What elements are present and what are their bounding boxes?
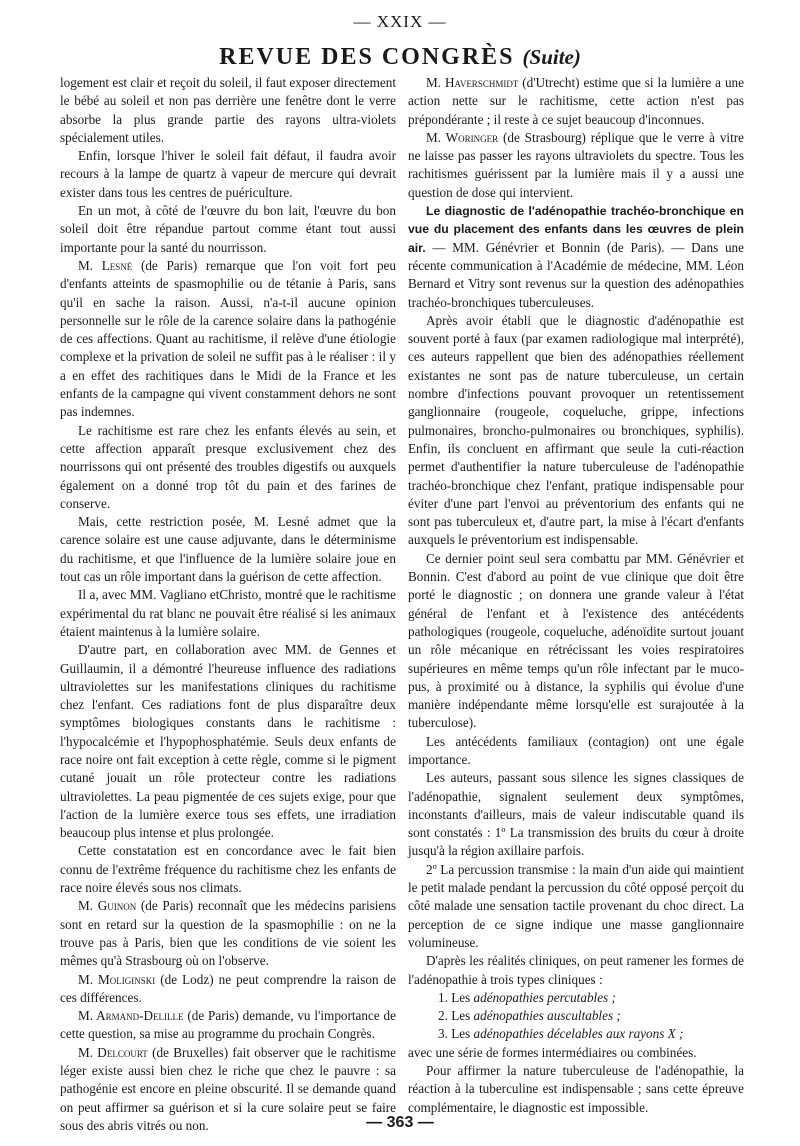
section-title: REVUE DES CONGRÈS	[219, 44, 515, 70]
list-item-text: adénopathies percutables ;	[473, 989, 616, 1005]
speaker-name: M. Moliginski	[78, 971, 156, 987]
paragraph	[60, 897, 396, 970]
list-prefix: 3. Les	[438, 1026, 474, 1042]
paragraph-text: (de Strasbourg) réplique que le verre à vitre ne laisse pas passer les rayons ultraviolets du spectre. Tous les rachitismes guérissent par la lumière mais il y a aussi une question de dose qui intervient.	[408, 129, 744, 200]
paragraph-text: (de Lodz) ne peut comprendre la raison de ces différences.	[60, 971, 396, 1005]
paragraph	[408, 1062, 744, 1117]
paragraph	[408, 733, 744, 770]
paragraph-text: (de Paris) demande, vu l'importance de cette question, sa mise au programme du prochain Congrès.	[60, 1008, 396, 1042]
paragraph-text: D'autre part, en collaboration avec MM. de Gennes et Guillaumin, il a démontré l'heureuse influence des radiations ultraviolettes sur les manifestations cliniques du rachitisme chez l'enfant. Ces radiations font de plus disparaître deux symptômes biologiques constants dans le rachitisme : l'hypocalcémie et l'hypophosphatémie. Seuls deux enfants de race noire ont fait exception à cette règle, comme si le pigment cutané jouait un rôle protecteur contre les radiations ultraviolettes. La peau pigmentée de ces sujets exige, pour que l'action de la lumière exerce tous ses effets, une irradiation beaucoup plus intense et plus prolongée.	[60, 642, 396, 841]
paragraph-text: Mais, cette restriction posée, M. Lesné admet que la carence solaire est une cause adjuvante, dans le déterminisme du rachitisme, et que l'influence de la lumière solaire joue en tout cas un rôle important dans la guérison de cette affection.	[60, 514, 396, 585]
section-heading	[0, 44, 800, 71]
paragraph-text: Les antécédents familiaux (contagion) ont une égale importance.	[408, 733, 744, 767]
paragraph-text: Pour affirmer la nature tuberculeuse de l'adénopathie, la réaction à la tuberculine est indispensable ; sans cette épreuve complémentaire, le diagnostic est impossible.	[408, 1063, 744, 1115]
paragraph	[408, 861, 744, 952]
paragraph	[60, 842, 396, 897]
speaker-name: M. Delcourt	[78, 1044, 148, 1060]
speaker-name: M. Armand-Delille	[78, 1008, 184, 1024]
paragraph	[60, 422, 396, 513]
list-prefix: 1. Les	[438, 989, 474, 1005]
paragraph	[408, 1044, 744, 1062]
paragraph-text: En un mot, à côté de l'œuvre du bon lait, l'œuvre du bon soleil doit être répandue partout comme étant tout aussi importante pour la santé du nourrisson.	[60, 203, 396, 255]
paragraph-text: (de Bruxelles) fait observer que le rachitisme léger existe aussi bien chez le riche que chez le pauvre : sa pathogénie est encore en pleine obscurité. Il se demande quand on peut affirmer sa guérison et si la cure solaire peut se faire sous des abris vitrés ou non.	[60, 1044, 396, 1133]
paragraph	[60, 202, 396, 257]
list-item-text: adénopathies auscultables ;	[473, 1008, 621, 1024]
paragraph	[60, 586, 396, 641]
paragraph	[408, 202, 744, 312]
paragraph-text: Les auteurs, passant sous silence les signes classiques de l'adénopathie, signalent seulement deux symptômes, inconstants d'ailleurs, mais de valeur indiscutable quand ils sont constatés : 1º La transmission des bruits du cœur à droite jusqu'à la région axillaire parfois.	[408, 770, 744, 859]
paragraph	[60, 513, 396, 586]
paragraph	[408, 769, 744, 860]
section-suffix: (Suite)	[522, 45, 581, 69]
page-number: — 363 —	[366, 1114, 434, 1131]
paragraph	[408, 989, 744, 1007]
speaker-name: M. Lesné	[78, 257, 133, 273]
paragraph-text: Cette constatation est en concordance avec le fait bien connu de l'extrême fréquence du rachitisme chez les enfants de race noire élevés sous nos climats.	[60, 843, 396, 896]
paragraph-text: logement est clair et reçoit du soleil, il faut exposer directement le bébé au soleil et non pas derrière une fenêtre dont le verre absorbe la plus grande partie des rayons ultra-violets spécialement utiles.	[60, 75, 396, 145]
roman-page-number: — XXIX —	[353, 12, 447, 31]
article-title: Le diagnostic de l'adénopathie trachéo-bronchique en vue du placement des enfants dans les œuvres de plein air.	[408, 204, 744, 255]
right-column	[408, 74, 744, 1117]
speaker-name: M. Haverschmidt	[426, 75, 519, 90]
list-item-text: adénopathies décelables aux rayons X ;	[473, 1026, 684, 1042]
paragraph	[60, 641, 396, 842]
paragraph	[408, 74, 744, 129]
paragraph-text: Après avoir établi que le diagnostic d'adénopathie est souvent porté à faux (par examen radiologique mal interprété), ces auteurs rappellent que bien des adénopathies réellement existantes ne sont pas de nature tuberculeuse, un certain nombre d'infections pouvant provoquer un retentissement ganglionnaire (rougeole, coqueluche, grippe, infections pulmonaires, broncho-pulmonaires ou bronchiques, syphilis). Enfin, ils concluent en affirmant que seule la cuti-réaction permet d'authentifier la nature tuberculeuse de l'adénopathie trachéo-bronchique chez l'enfant, pratique indispensable pour éviter d'une part l'envoi au préventorium des enfants qui ne sont pas tuberculeux et, d'autre part, la mise à l'écart d'enfants auxquels le préventorium est indispensable.	[408, 312, 744, 548]
paragraph-text: D'après les réalités cliniques, on peut ramener les formes de l'adénopathie à trois types cliniques :	[408, 953, 744, 987]
paragraph-text: 2º La percussion transmise : la main d'un aide qui maintient le petit malade pendant la percussion du côté opposé perçoit du côté malade une sensation tactile provenant du choc direct. La perception de ce signe indique une masse ganglionnaire volumineuse.	[408, 861, 744, 950]
paragraph	[408, 312, 744, 550]
paragraph-text: avec une série de formes intermédiaires ou combinées.	[408, 1044, 697, 1060]
paragraph	[60, 147, 396, 202]
paragraph-text: (d'Utrecht) estime que si la lumière a une action nette sur le rachitisme, cette action n'est pas prépondérante ; il reste à ce sujet beaucoup d'inconnues.	[408, 75, 745, 127]
paragraph	[60, 971, 396, 1008]
paragraph	[408, 1025, 744, 1043]
paragraph	[408, 129, 744, 202]
paragraph-text: — MM. Génévrier et Bonnin (de Paris). — Dans une récente communication à l'Académie de médecine, MM. Léon Bernard et Vitry sont revenus sur la question des adénopathies trachéo-bronchiques tuberculeuses.	[408, 239, 744, 310]
paragraph-text: Ce dernier point seul sera combattu par MM. Génévrier et Bonnin. C'est d'abord au point de vue clinique que doit être porté le diagnostic ; on donnera une grande valeur à l'état général de l'enfant et à l'existence des antécédents pathologiques (rougeole, coqueluche, adénoïdite surtout jouant un rôle mécanique en rétrécissant les voies respiratoires supérieures en même temps qu'un rôle infectant par le muco-pus, à proximité ou à distance, la syphilis qui évolue d'une manière indépendante même lorsqu'elle est surajoutée à la tuberculose).	[408, 550, 744, 731]
speaker-name: M. Guinon	[78, 898, 137, 914]
list-prefix: 2. Les	[438, 1008, 474, 1024]
paragraph	[60, 257, 396, 422]
paragraph-text: Le rachitisme est rare chez les enfants élevés au sein, et cette affection apparaît presque exclusivement chez des nourrissons qui ont présenté des troubles digestifs ou auxquels également on a donné trop tôt du pain et des farines de conserve.	[60, 422, 396, 511]
left-column	[60, 74, 396, 1135]
paragraph-text: Enfin, lorsque l'hiver le soleil fait défaut, il faudra avoir recours à la lampe de quartz à vapeur de mercure qui devrait exister dans tous les centres de puériculture.	[60, 148, 396, 200]
paragraph-text: (de Paris) reconnaît que les médecins parisiens sont en retard sur la question de la spasmophilie : on ne la trouve pas à Paris, bien que les conditions de vie soient les mêmes qu'à Strasbourg où on l'observe.	[60, 898, 396, 969]
paragraph	[408, 952, 744, 989]
paragraph	[408, 550, 744, 733]
paragraph	[408, 1007, 744, 1025]
paragraph-text: (de Paris) remarque que l'on voit fort peu d'enfants atteints de spasmophilie ou de tétanie à Paris, sans qu'il en sache la raison. Aussi, n'a-t-il aucune opinion personnelle sur le rôle de la carence solaire dans la pathogénie de ces affections. Quant au rachitisme, il relève d'une étiologie complexe et la privation de soleil ne suffit pas à le réaliser : il y a en effet des rachitiques dans le Midi de la France et les enfants de la campagne qui vivent constamment dehors ne sont pas indemnes.	[60, 257, 396, 420]
paragraph-text: Il a, avec MM. Vagliano etChristo, montré que le rachitisme expérimental du rat blanc ne pouvait être réalisé si les animaux étaient maintenus à la lumière solaire.	[60, 587, 396, 639]
speaker-name: M. Woringer	[426, 129, 499, 145]
paragraph	[60, 1007, 396, 1044]
paragraph	[60, 74, 396, 147]
